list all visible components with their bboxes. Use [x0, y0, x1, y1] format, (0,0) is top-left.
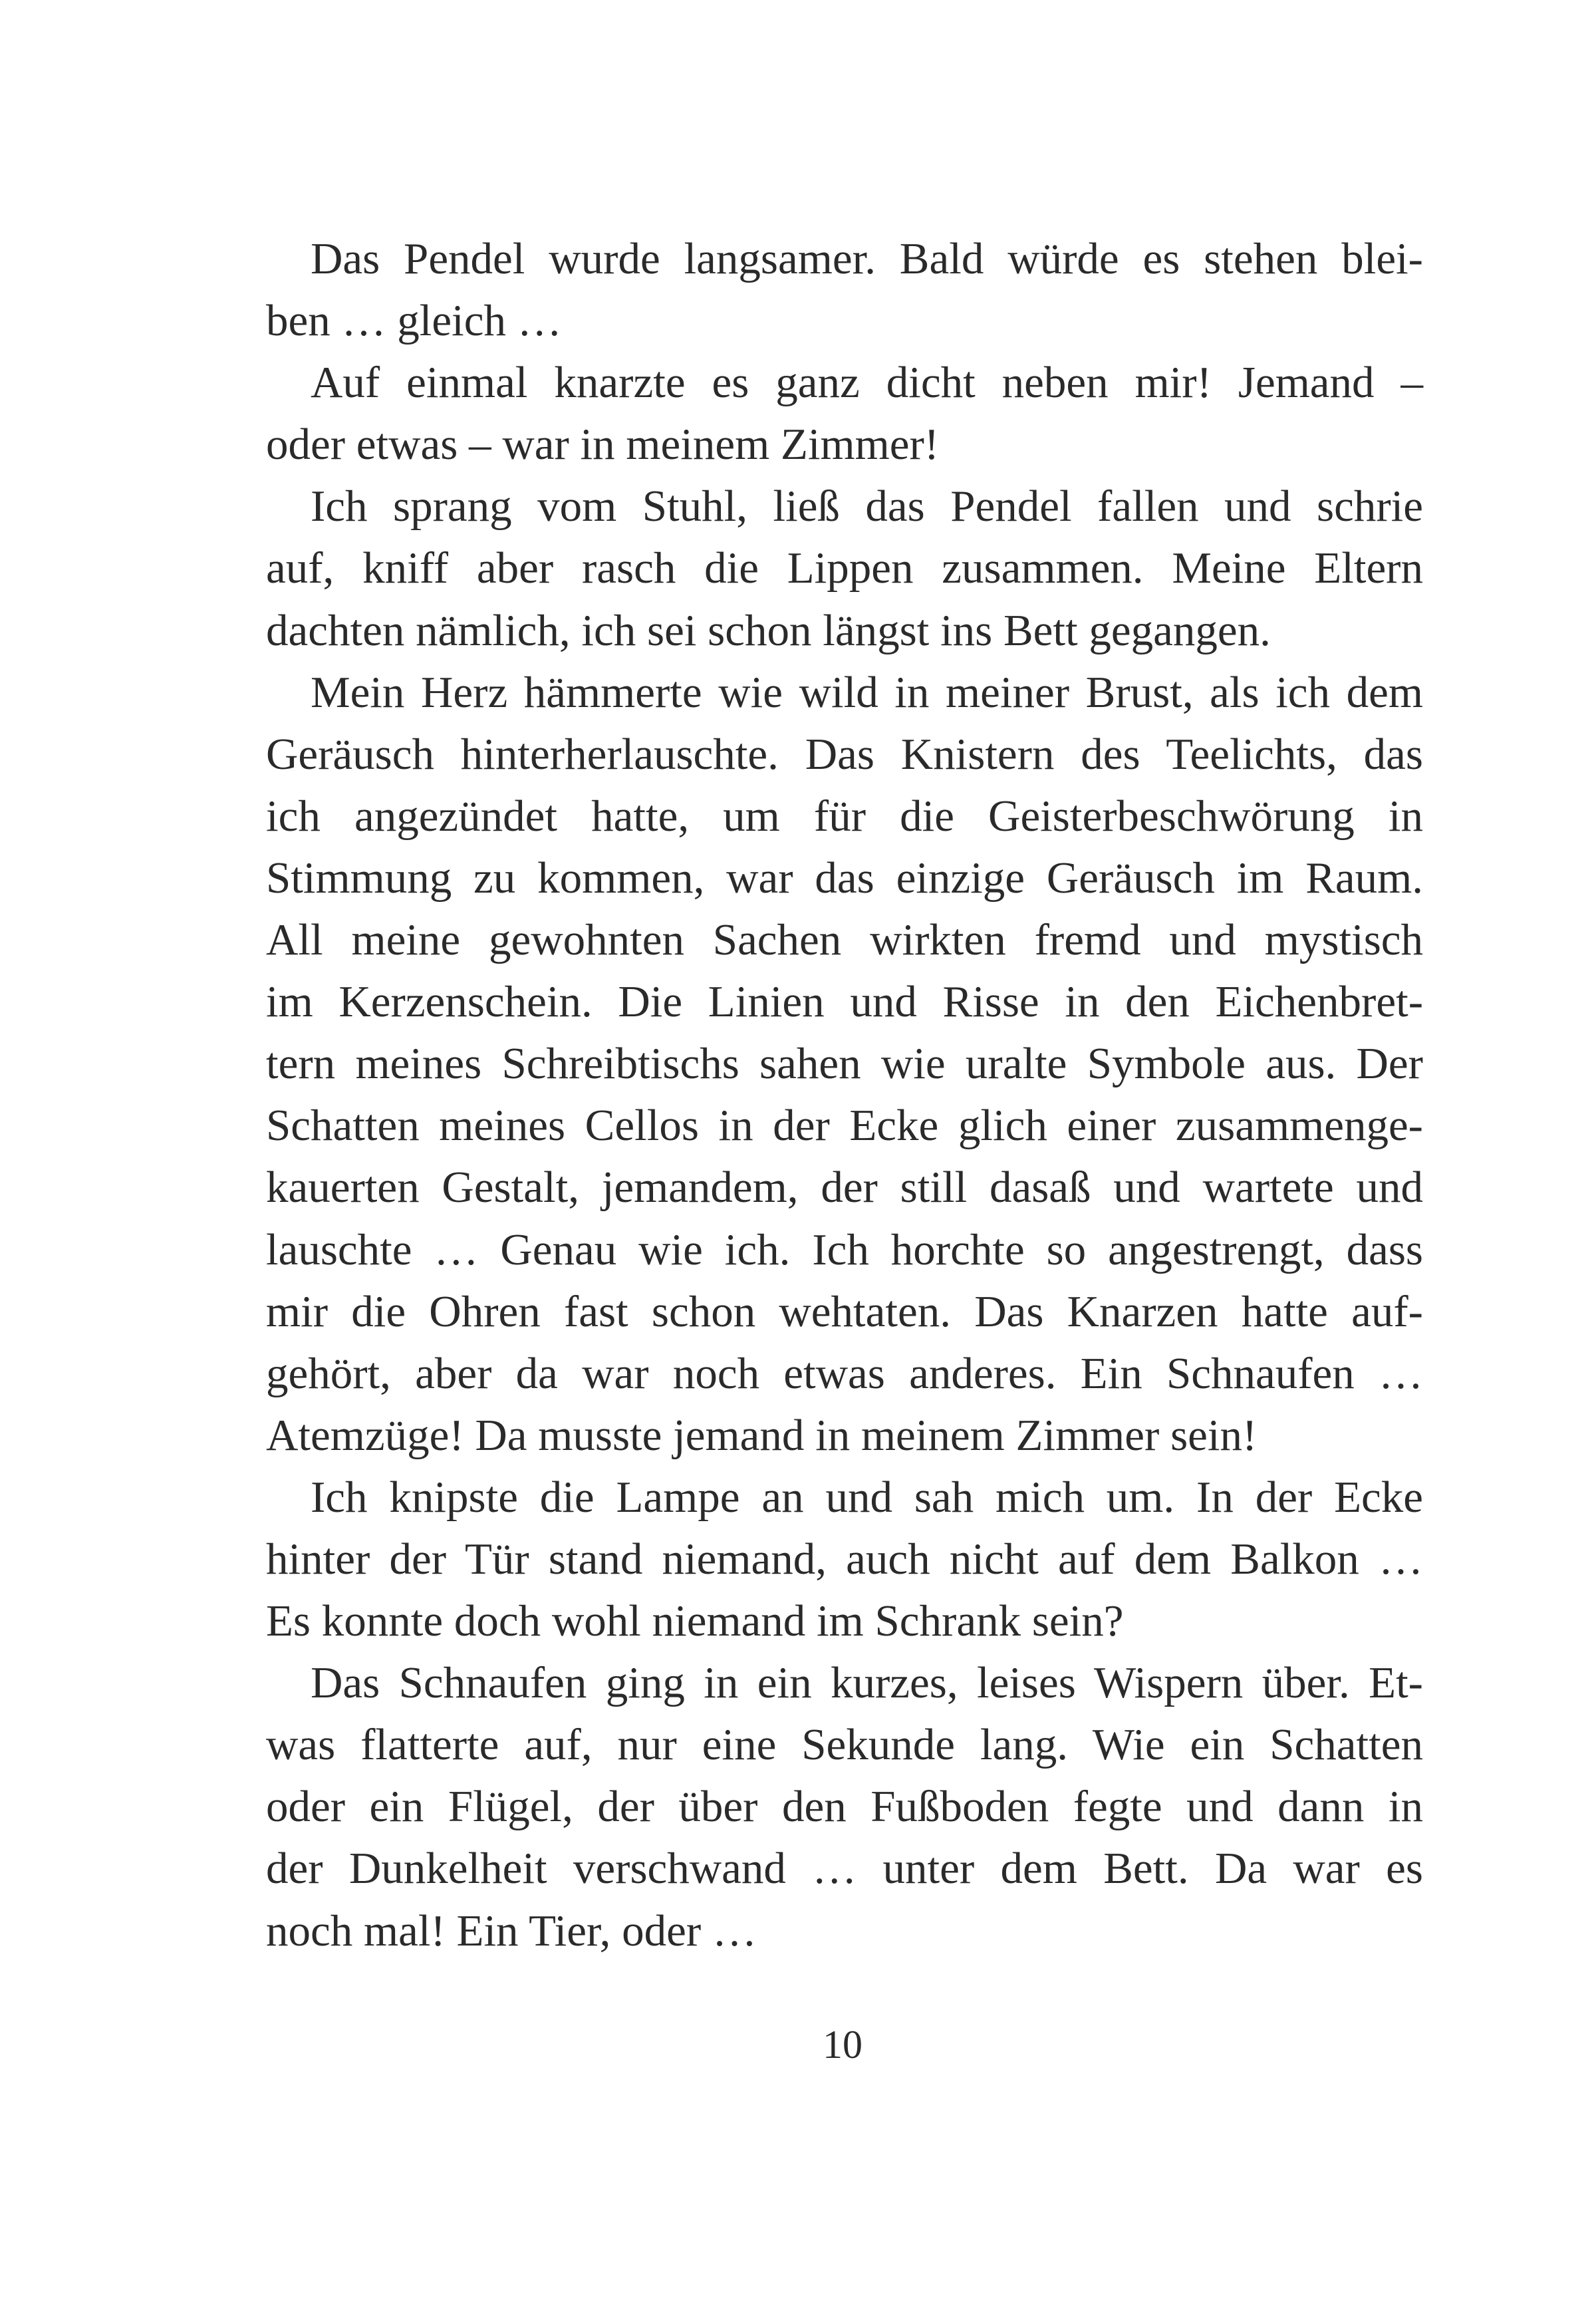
text-line: Stimmung zu kommen, war das einzige Geräusch im Raum. [266, 853, 1423, 903]
text-line: Ich sprang vom Stuhl, ließ das Pendel fallen und schrie [311, 482, 1423, 531]
text-line: ben … gleich … [266, 296, 562, 346]
text-line: gehört, aber da war noch etwas anderes. Ein Schnaufen … [266, 1348, 1423, 1398]
paragraph [266, 662, 1423, 1467]
text-line: hinter der Tür stand niemand, auch nicht auf dem Balkon … [266, 1534, 1423, 1584]
paragraph [266, 352, 1423, 476]
text-line: im Kerzenschein. Die Linien und Risse in den Eichenbret- [266, 977, 1423, 1027]
text-line: All meine gewohnten Sachen wirkten fremd und mystisch [266, 915, 1423, 965]
text-line: kauerten Gestalt, jemandem, der still dasaß und wartete und [266, 1163, 1423, 1213]
text-line: Auf einmal knarzte es ganz dicht neben mir! Jemand – [311, 358, 1423, 408]
text-line: noch mal! Ein Tier, oder … [266, 1906, 757, 1955]
text-line: Geräusch hinterherlauschte. Das Knistern des Teelichts, das [266, 729, 1423, 779]
paragraph [266, 1652, 1423, 1961]
text-line: was flatterte auf, nur eine Sekunde lang. Wie ein Schatten [266, 1720, 1423, 1770]
paragraph [266, 228, 1423, 352]
page-number: 10 [823, 2023, 863, 2067]
text-line: Es konnte doch wohl niemand im Schrank sein? [266, 1596, 1124, 1646]
paragraph [266, 1467, 1423, 1652]
text-line: oder ein Flügel, der über den Fußboden fegte und dann in [266, 1782, 1423, 1832]
paragraph [266, 476, 1423, 661]
body-text [266, 228, 1423, 1962]
text-line: tern meines Schreibtischs sahen wie uralte Symbole aus. Der [266, 1039, 1423, 1089]
text-line: auf, kniff aber rasch die Lippen zusammen. Meine Eltern [266, 543, 1423, 593]
text-line: ich angezündet hatte, um für die Geisterbeschwörung in [266, 791, 1423, 841]
text-line: Das Schnaufen ging in ein kurzes, leises Wispern über. Et- [311, 1658, 1423, 1708]
text-line: Das Pendel wurde langsamer. Bald würde es stehen blei- [311, 234, 1423, 283]
text-line: oder etwas – war in meinem Zimmer! [266, 420, 940, 470]
text-line: der Dunkelheit verschwand … unter dem Bett. Da war es [266, 1844, 1423, 1894]
text-line: Mein Herz hämmerte wie wild in meiner Brust, als ich dem [311, 667, 1423, 717]
text-line: lauschte … Genau wie ich. Ich horchte so angestrengt, dass [266, 1224, 1423, 1274]
text-line: Atemzüge! Da musste jemand in meinem Zimmer sein! [266, 1410, 1258, 1460]
text-line: Ich knipste die Lampe an und sah mich um. In der Ecke [311, 1472, 1423, 1522]
text-line: mir die Ohren fast schon wehtaten. Das Knarzen hatte auf- [266, 1286, 1423, 1336]
text-line: dachten nämlich, ich sei schon längst ins Bett gegangen. [266, 605, 1271, 655]
text-line: Schatten meines Cellos in der Ecke glich einer zusammenge- [266, 1101, 1423, 1151]
